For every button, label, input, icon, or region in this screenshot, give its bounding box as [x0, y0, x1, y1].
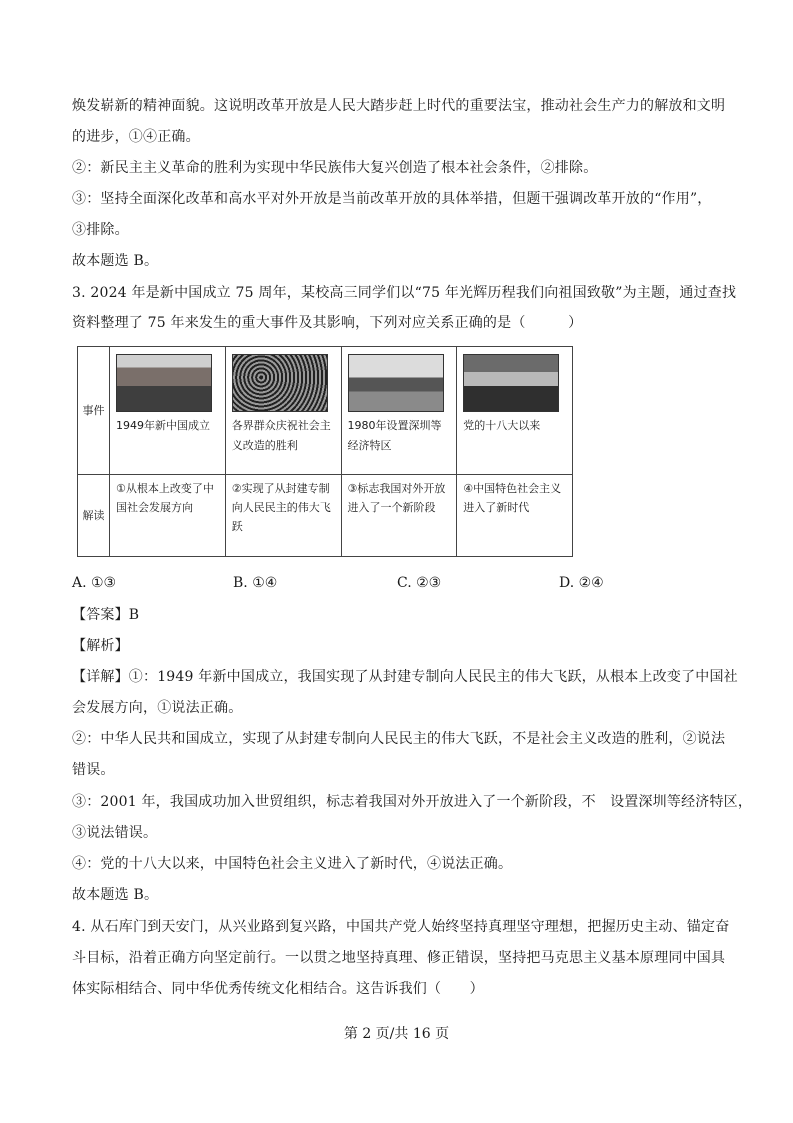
- paragraph-line: 故本题选 B。: [72, 253, 159, 269]
- question-3-stem: 资料整理了 75 年来发生的重大事件及其影响，下列对应关系正确的是（ ）: [72, 315, 583, 331]
- question-4-stem: 体实际相结合、同中华优秀传统文化相结合。这告诉我们（ ）: [72, 981, 484, 997]
- detail-line: 【详解】①：1949 年新中国成立，我国实现了从封建专制向人民民主的伟大飞跃，从根本上改变了中国社: [72, 669, 738, 685]
- event-cell-1: [110, 347, 226, 475]
- detail-line: 故本题选 B。: [72, 887, 159, 903]
- paragraph-line: 的进步，①④正确。: [72, 129, 200, 145]
- option-d: D. ②④: [559, 575, 604, 591]
- table-row: [78, 347, 573, 475]
- event-caption: 1949年新中国成立: [116, 419, 210, 432]
- event-photo: [348, 354, 444, 412]
- question-4-stem: 4. 从石库门到天安门，从兴业路到复兴路，中国共产党人始终坚持真理坚守理想，把握历史主动、锚定奋: [72, 919, 730, 935]
- interpretation-cell-4: ④中国特色社会主义进入了新时代: [457, 475, 573, 557]
- page-footer: 第 2 页/共 16 页: [343, 1026, 450, 1042]
- answer-line: 【答案】B: [72, 607, 140, 623]
- event-caption: 各界群众庆祝社会主义改造的胜利: [231, 419, 331, 452]
- interpretation-cell-1: ①从根本上改变了中国社会发展方向: [110, 475, 226, 557]
- detail-line: 错误。: [72, 762, 115, 778]
- events-table: [77, 346, 573, 557]
- interpretation-cell-2: ②实现了从封建专制向人民民主的伟大飞跃: [225, 475, 341, 557]
- paragraph-line: ③：坚持全面深化改革和高水平对外开放是当前改革开放的具体举措，但题干强调改革开放的“作用”，: [72, 191, 712, 207]
- row-header-events: 事件: [78, 347, 110, 475]
- option-c: C. ②③: [397, 575, 442, 591]
- detail-line: ③：2001 年，我国成功加入世贸组织，标志着我国对外开放进入了一个新阶段，不 设置深圳等经济特区，: [72, 794, 753, 810]
- analysis-label: 【解析】: [72, 638, 129, 654]
- event-photo: [463, 354, 559, 412]
- event-cell-2: [225, 347, 341, 475]
- paragraph-line: ③排除。: [72, 222, 129, 238]
- row-header-interpretation: 解读: [78, 475, 110, 557]
- paragraph-line: ②：新民主主义革命的胜利为实现中华民族伟大复兴创造了根本社会条件，②排除。: [72, 160, 598, 176]
- detail-line: 会发展方向，①说法正确。: [72, 700, 243, 716]
- event-cell-3: [341, 347, 457, 475]
- table-row: [78, 475, 573, 557]
- event-cell-4: [457, 347, 573, 475]
- event-caption: 党的十八大以来: [463, 419, 541, 432]
- event-photo: [232, 354, 328, 412]
- event-caption: 1980年设置深圳等经济特区: [347, 419, 442, 452]
- option-a: A. ①③: [72, 575, 117, 591]
- detail-line: ②：中华人民共和国成立，实现了从封建专制向人民民主的伟大飞跃，不是社会主义改造的胜利，②说法: [72, 731, 726, 747]
- paragraph-line: 焕发崭新的精神面貌。这说明改革开放是人民大踏步赶上时代的重要法宝，推动社会生产力的解放和文明: [72, 98, 726, 114]
- option-b: B. ①④: [233, 575, 278, 591]
- detail-line: ④：党的十八大以来，中国特色社会主义进入了新时代，④说法正确。: [72, 856, 513, 872]
- answer-options: [72, 575, 732, 595]
- question-3-stem: 3. 2024 年是新中国成立 75 周年，某校高三同学们以“75 年光辉历程我们向祖国致敬”为主题，通过查找: [72, 285, 737, 301]
- question-4-stem: 斗目标，沿着正确方向坚定前行。一以贯之地坚持真理、修正错误，坚持把马克思主义基本原理同中国具: [72, 950, 726, 966]
- detail-line: ③说法错误。: [72, 825, 158, 841]
- interpretation-cell-3: ③标志我国对外开放进入了一个新阶段: [341, 475, 457, 557]
- event-photo: [116, 354, 212, 412]
